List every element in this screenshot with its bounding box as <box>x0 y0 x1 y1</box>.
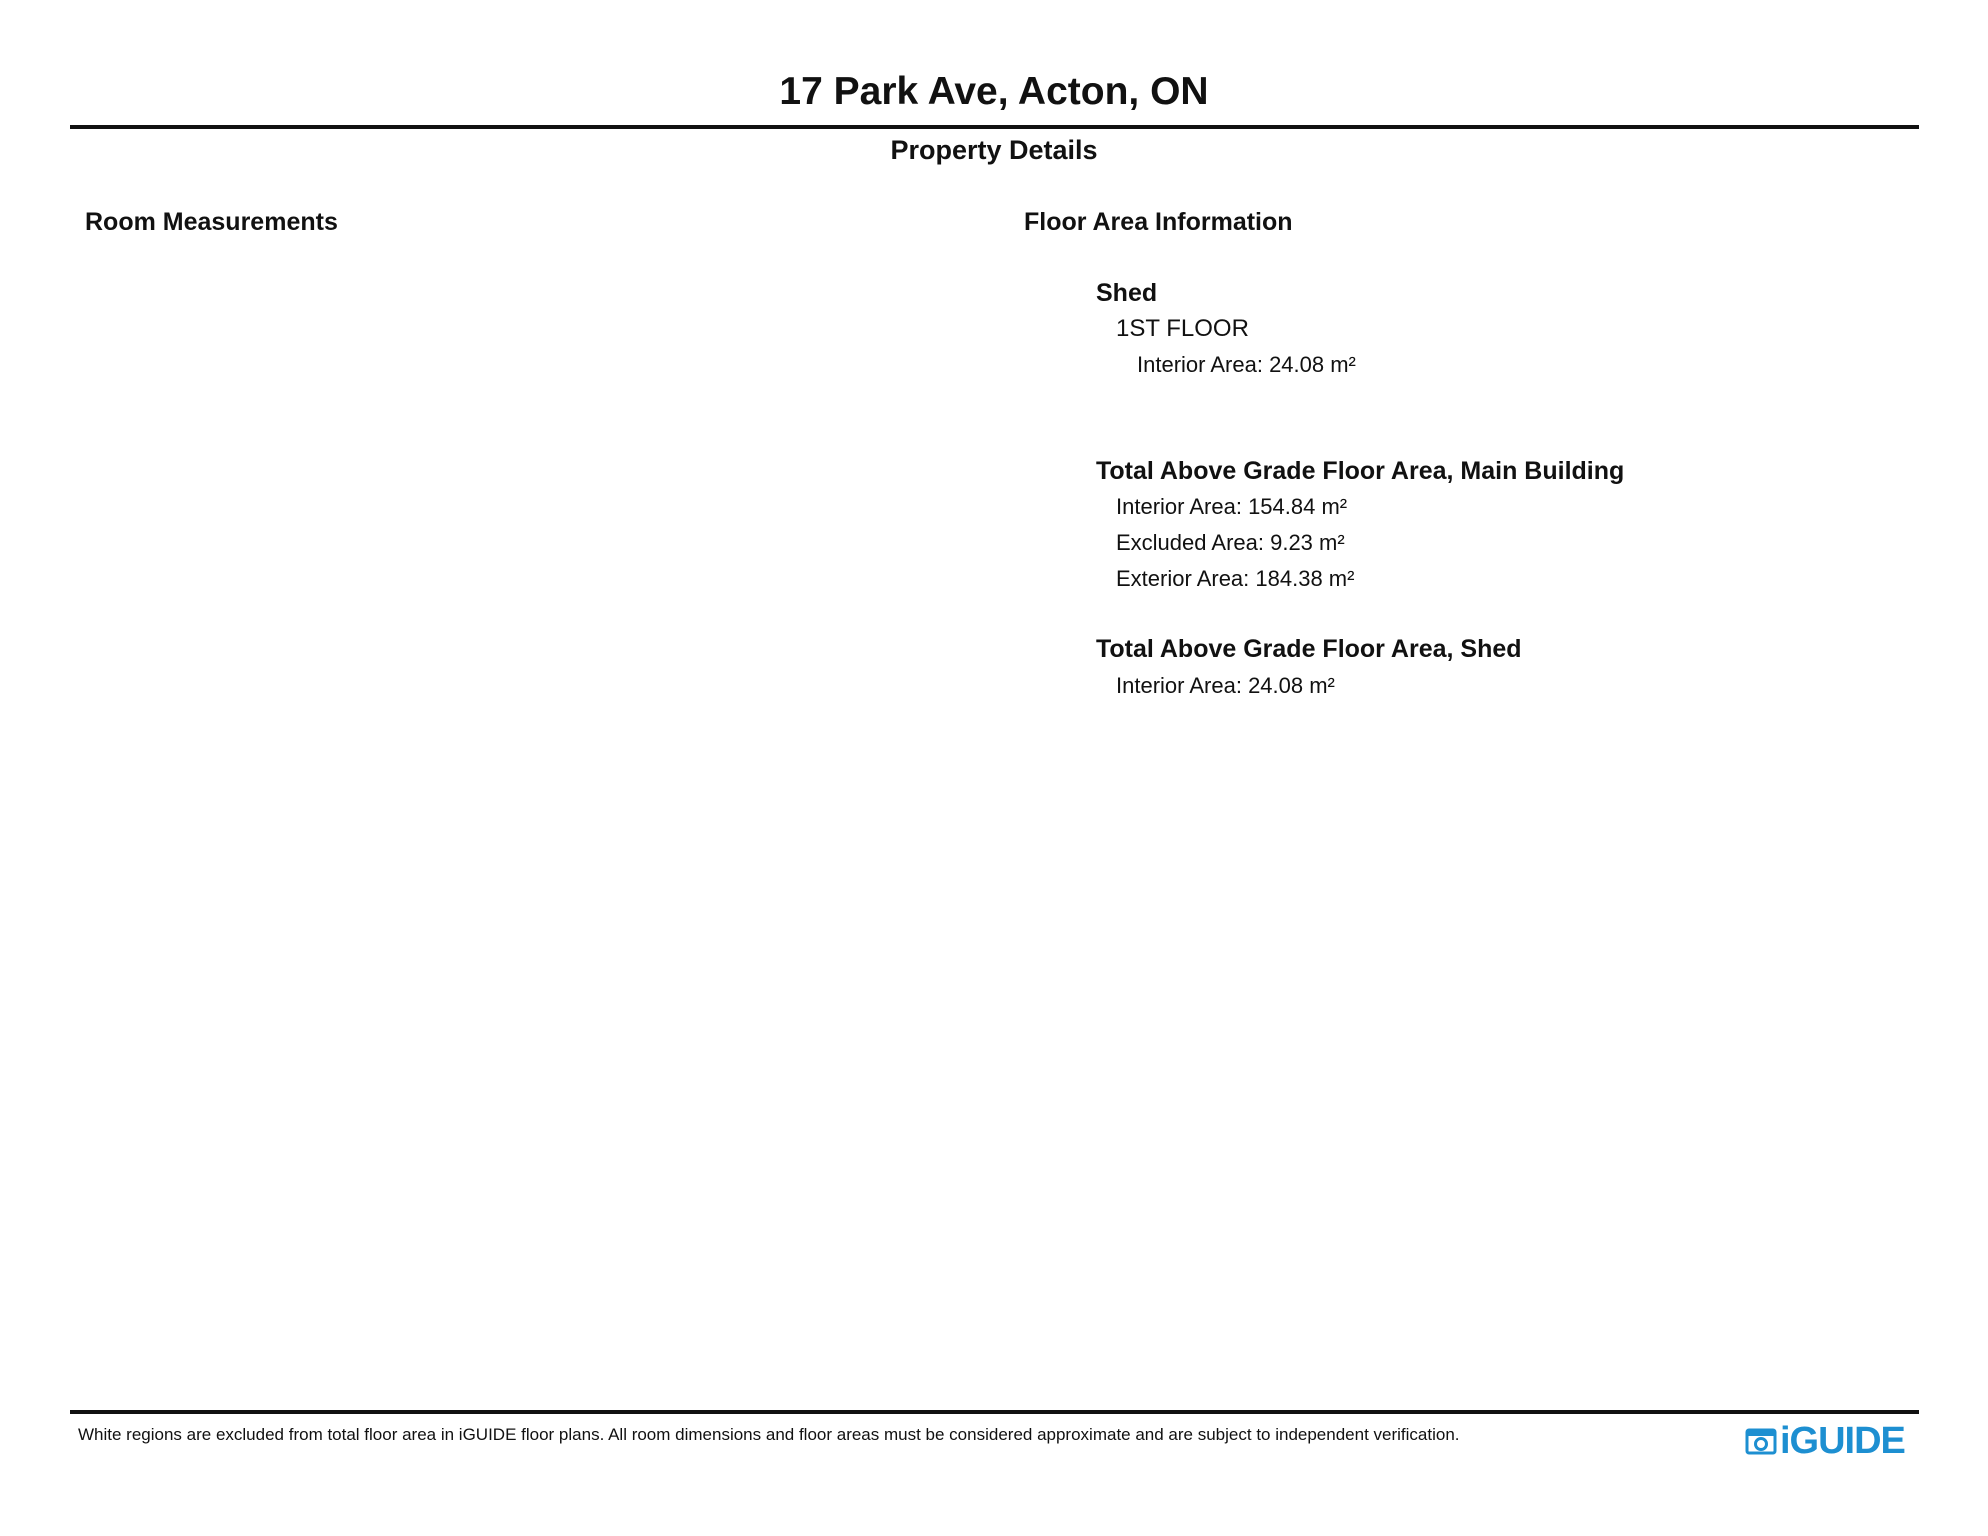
footer-divider <box>70 1410 1919 1414</box>
floor-area-heading: Floor Area Information <box>1024 208 1293 236</box>
shed-total-heading: Total Above Grade Floor Area, Shed <box>1096 635 1522 663</box>
header-divider <box>70 125 1919 129</box>
page-subtitle: Property Details <box>890 135 1098 165</box>
shed-total-interior-area: Interior Area: 24.08 m² <box>1116 673 1335 698</box>
main-building-exterior-area: Exterior Area: 184.38 m² <box>1116 566 1355 591</box>
shed-floor-label: 1ST FLOOR <box>1116 315 1249 342</box>
main-building-excluded-area: Excluded Area: 9.23 m² <box>1116 530 1345 555</box>
iguide-logo <box>1745 1420 1905 1462</box>
main-building-interior-area: Interior Area: 154.84 m² <box>1116 494 1348 519</box>
shed-interior-area: Interior Area: 24.08 m² <box>1137 352 1356 377</box>
page-title: 17 Park Ave, Acton, ON <box>779 70 1209 113</box>
room-measurements-heading: Room Measurements <box>85 208 338 236</box>
iguide-logo-text: iGUIDE <box>1780 1420 1905 1462</box>
shed-heading: Shed <box>1096 279 1158 307</box>
iguide-camera-icon <box>1745 1425 1777 1457</box>
main-building-total-heading: Total Above Grade Floor Area, Main Building <box>1096 457 1625 485</box>
footer-disclaimer: White regions are excluded from total floor area in iGUIDE floor plans. All room dimensions and floor areas must be considered approximate and are subject to independent verification. <box>78 1425 1460 1444</box>
